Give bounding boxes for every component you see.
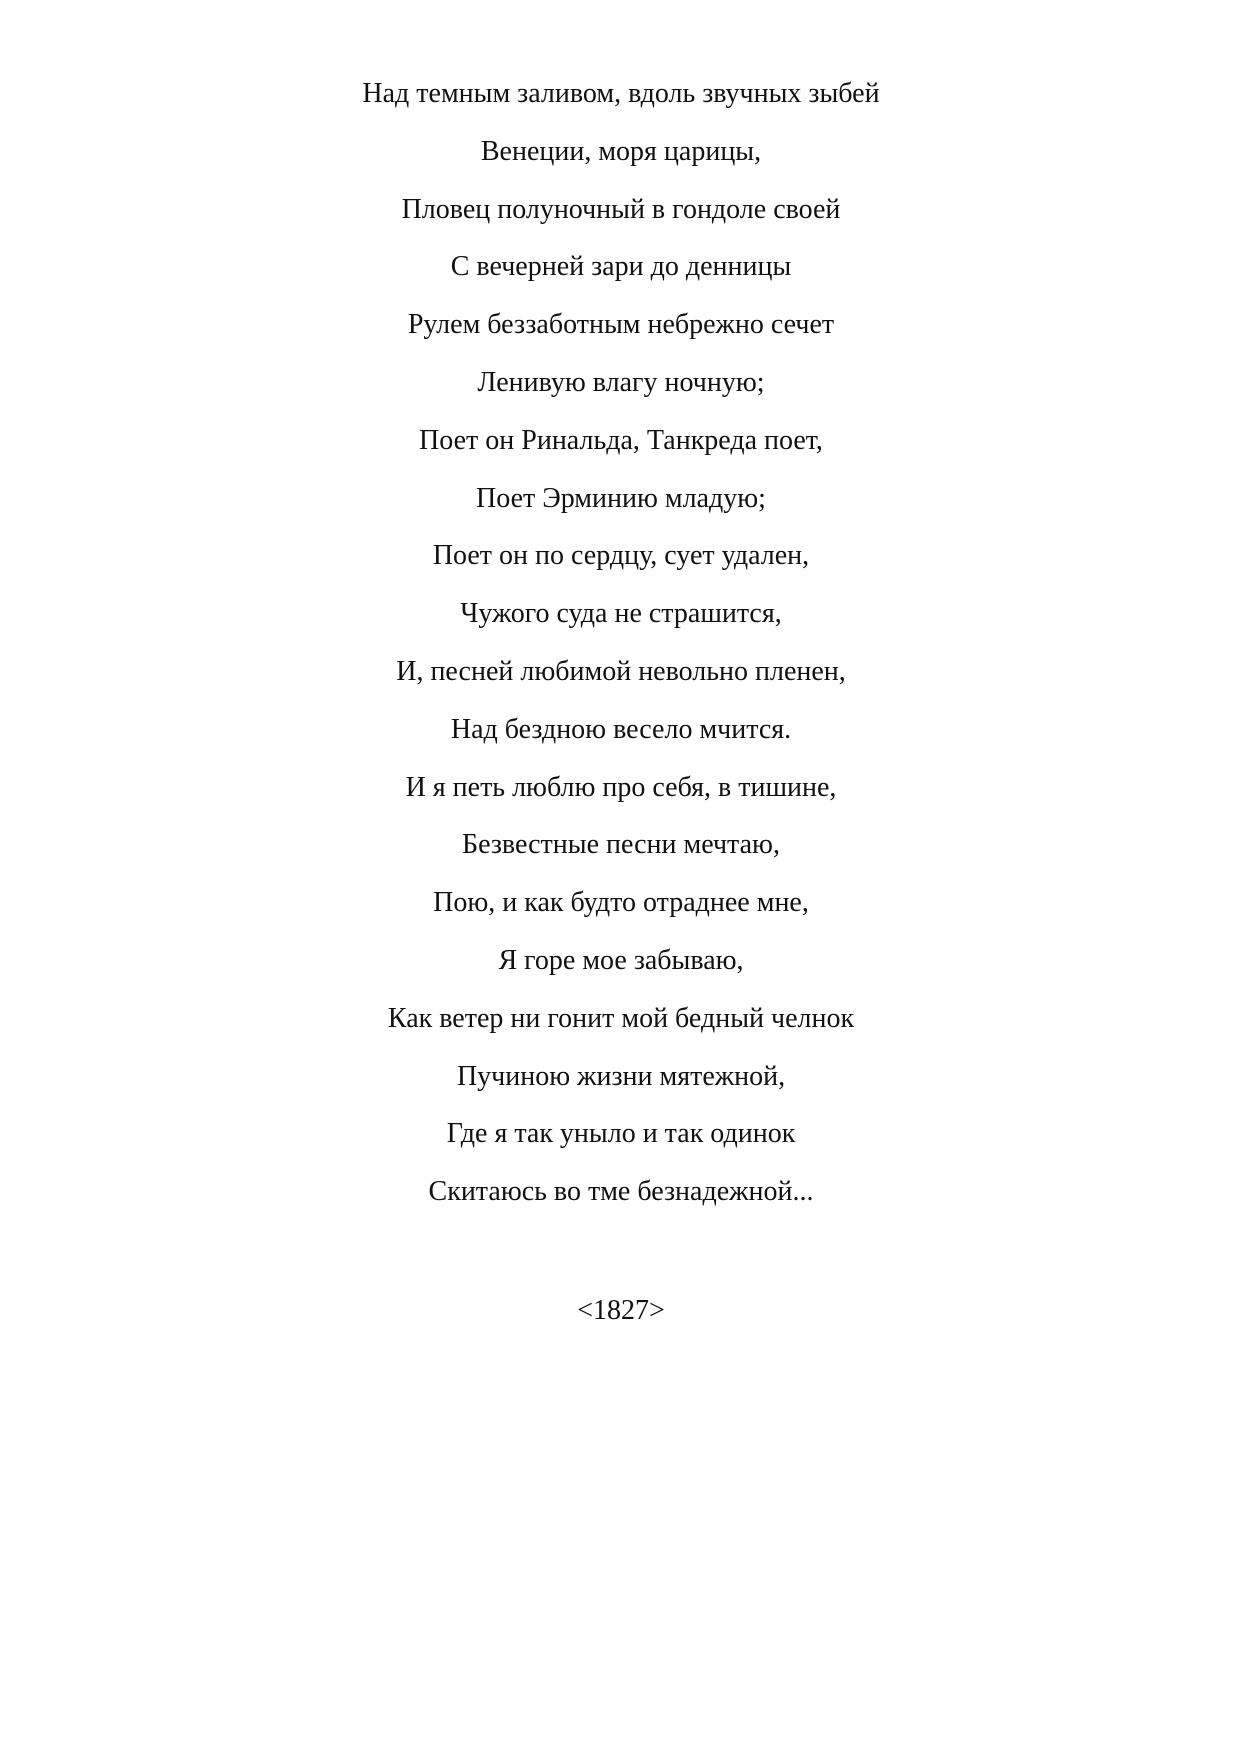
poem-line: Пучиною жизни мятежной, (456, 1060, 786, 1092)
poem-line: Пловец полуночный в гондоле своей (401, 193, 841, 225)
poem-body (0, 78, 1242, 1234)
poem-line: Я горе мое забываю, (498, 944, 744, 976)
poem-line: Ленивую влагу ночную; (477, 366, 765, 398)
poem-line: Как ветер ни гонит мой бедный челнок (387, 1002, 855, 1034)
poem-line: Скитаюсь во тме безнадежной... (428, 1176, 814, 1208)
poem-line: Рулем беззаботным небрежно сечет (407, 309, 835, 341)
poem-line: Поет он Ринальда, Танкреда поет, (419, 424, 823, 456)
poem-line: И я петь люблю про себя, в тишине, (405, 771, 837, 803)
poem-line: Над бездною весело мчится. (450, 713, 792, 745)
poem-line: Поет Эрминию младую; (476, 482, 766, 514)
poem-line: Чужого суда не страшится, (460, 598, 782, 630)
poem-line: Над темным заливом, вдоль звучных зыбей (362, 78, 880, 109)
poem-line: Венеции, моря царицы, (480, 135, 762, 167)
poem-line: Безвестные песни мечтаю, (462, 829, 780, 861)
poem-line: И, песней любимой невольно пленен, (396, 655, 846, 687)
poem-line: С вечерней зари до денницы (450, 251, 792, 283)
poem-line: Поет он по сердцу, сует удален, (432, 540, 810, 572)
poem-date: <1827> (577, 1295, 665, 1326)
poem-line: Где я так уныло и так одинок (446, 1118, 796, 1150)
poem-line: Пою, и как будто отраднее мне, (433, 887, 809, 919)
